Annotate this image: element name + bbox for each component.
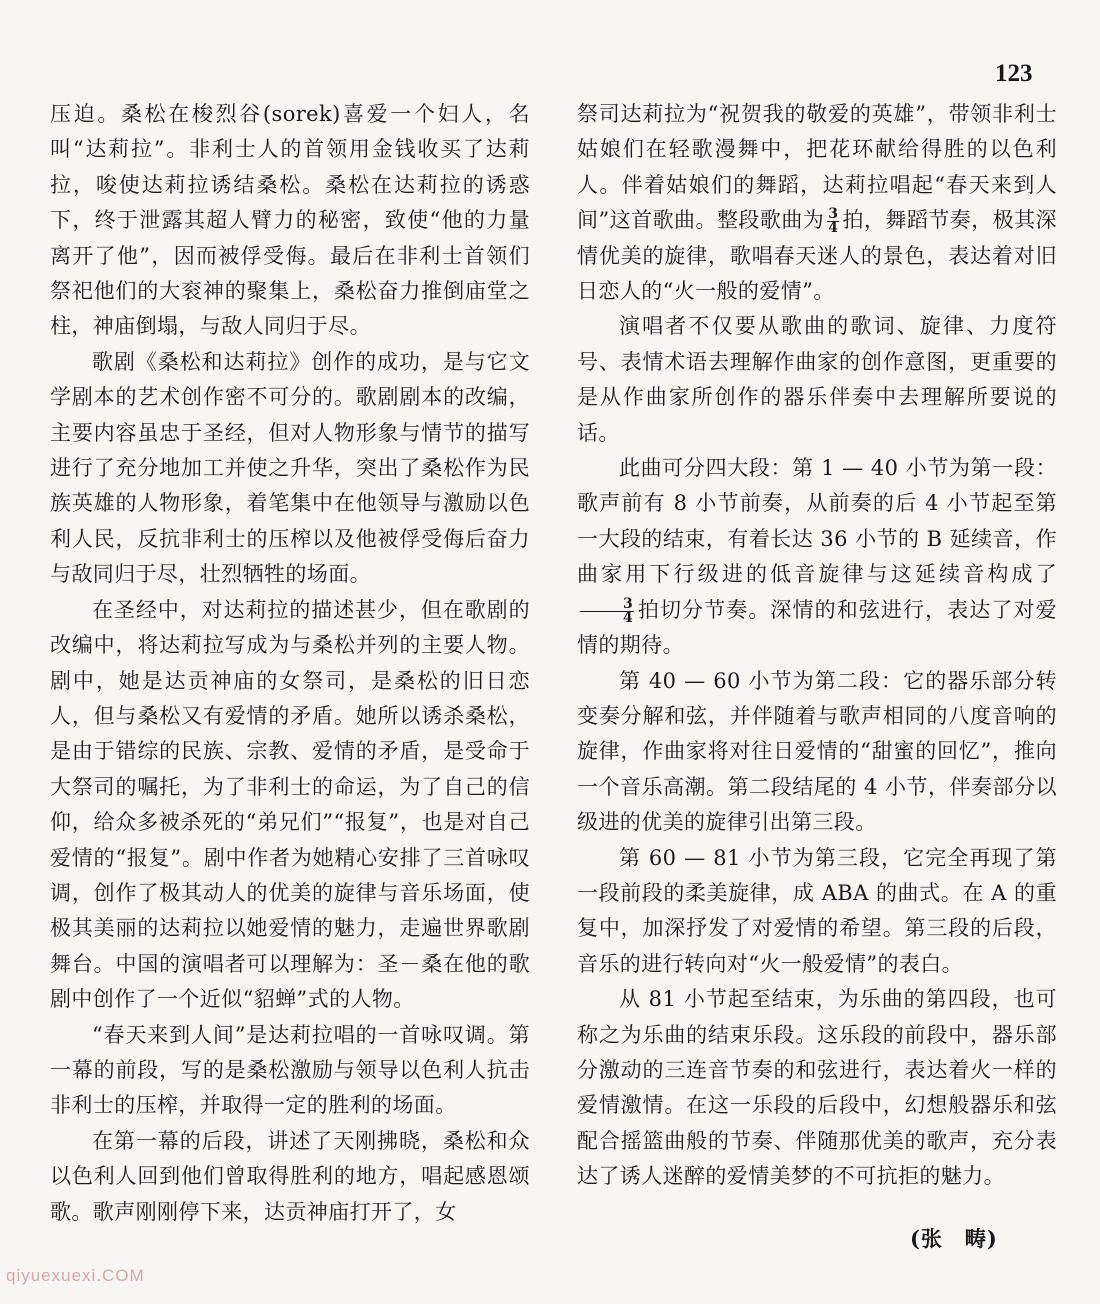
paragraph: 歌剧《桑松和达莉拉》创作的成功，是与它文学剧本的艺术创作密不可分的。歌剧剧本的改编，主要内容虽忠于圣经，但对人物形象与情节的描写进行了充分地加工并使之升华，突出了桑松作为民族英雄的人物形象，着笔集中在他领导与激励以色利人民，反抗非利士的压榨以及他被俘受侮后奋力与敌同归于尽，壮烈牺牲的场面。 — [50, 349, 530, 587]
paragraph: “春天来到人间”是达莉拉唱的一首咏叹调。第一幕的前段，写的是桑松激励与领导以色利人抗击非利士的压榨，并取得一定的胜利的场面。 — [50, 1022, 530, 1118]
fraction-numerator: 3 — [828, 206, 839, 223]
time-signature-fraction — [580, 595, 634, 626]
paragraph: 在圣经中，对达莉拉的描述甚少，但在歌剧的改编中，将达莉拉写成为与桑松并列的主要人物。剧中，她是达贡神庙的女祭司，是桑松的旧日恋人，但与桑松又有爱情的矛盾。她所以诱杀桑松，是由于错综的民族、宗教、爱情的矛盾，是受命于大祭司的嘱托，为了非利士的命运，为了自己的信仰，给众多被杀死的“弟兄们”“报复”，也是对自己爱情的“报复”。剧中作者为她精心安排了三首咏叹调，创作了极其动人的优美的旋律与音乐场面，使极其美丽的达莉拉以她爱情的魅力，走遍世界歌剧舞台。中国的演唱者可以理解为：圣－桑在他的歌剧中创作了一个近似“貂蝉”式的人物。 — [50, 597, 530, 1012]
site-watermark: qiyuexuexi.COM — [6, 1266, 145, 1285]
paragraph-text: 祭司达莉拉为“祝贺我的敬爱的英雄”，带领非利士姑娘们在轻歌漫舞中，把花环献给得胜的以色利人。伴着姑娘们的舞蹈，达莉拉唱起“春天来到人间”这首歌曲。整段歌曲为 — [577, 102, 1057, 233]
paragraph: 从 81 小节起至结束，为乐曲的第四段，也可称之为乐曲的结束乐段。这乐段的前段中，器乐部分激动的三连音节奏的和弦进行，表达着火一样的爱情激情。在这一乐段的后段中，幻想般器乐和弦配合摇篮曲般的节奏、伴随那优美的歌声，充分表达了诱人迷醉的爱情美梦的不可抗拒的魅力。 — [577, 987, 1057, 1189]
fraction-denominator: 4 — [828, 220, 839, 237]
paragraph-text: 拍，舞蹈节奏，极其深情优美的旋律，歌唱春天迷人的景色，表达着对旧日恋人的“火一般的爱情”。 — [577, 208, 1057, 304]
paragraph: 在第一幕的后段，讲述了天刚拂晓，桑松和众以色利人回到他们曾取得胜利的地方，唱起感恩颂歌。歌声刚刚停下来，达贡神庙打开了，女 — [50, 1128, 530, 1224]
paragraph: 演唱者不仅要从歌曲的歌词、旋律、力度符号、表情术语去理解作曲家的创作意图，更重要的是从作曲家所创作的器乐伴奏中去理解所要说的话。 — [577, 314, 1057, 445]
paragraph — [577, 451, 1057, 663]
paragraph: 压迫。桑松在梭烈谷(sorek)喜爱一个妇人，名叫“达莉拉”。非利士人的首领用金钱收买了达莉拉，唆使达莉拉诱结桑松。桑松在达莉拉的诱惑下，终于泄露其超人臂力的秘密，致使“他的力量离开了他”，因而被俘受侮。最后在非利士首领们祭祀他们的大衮神的聚集上，桑松奋力推倒庙堂之柱，神庙倒塌，与敌人同归于尽。 — [50, 102, 530, 339]
author-signature: (张 畴) — [910, 1226, 998, 1251]
right-column — [577, 97, 1057, 1195]
left-column — [50, 97, 530, 1230]
paragraph: 第 60 — 81 小节为第三段，它完全再现了第一段前段的柔美旋律，成 ABA 的曲式。在 A 的重复中，加深抒发了对爱情的希望。第三段的后段，音乐的进行转向对“火一般爱情”的表白。 — [577, 845, 1057, 976]
paragraph-text: 此曲可分四大段：第 1 — 40 小节为第一段：歌声前有 8 小节前奏，从前奏的后 4 小节起至第一大段的结束，有着长达 36 小节的 B 延续音，作曲家用下行级进的低音旋律与这延续音构成了 — [577, 456, 1057, 587]
fraction-numerator: 3 — [580, 598, 634, 612]
fraction-denominator: 4 — [623, 609, 634, 626]
time-signature-fraction — [827, 208, 839, 235]
paragraph — [577, 97, 1057, 309]
page-number: 123 — [995, 60, 1033, 87]
paragraph-text: 拍切分节奏。深情的和弦进行，表达了对爱情的期待。 — [577, 597, 1057, 658]
paragraph: 第 40 — 60 小节为第二段：它的器乐部分转变奏分解和弦，并伴随着与歌声相同的八度音响的旋律，作曲家将对往日爱情的“甜蜜的回忆”，推向一个音乐高潮。第二段结尾的 4 小节，伴奏部分以级进的优美的旋律引出第三段。 — [577, 668, 1057, 835]
